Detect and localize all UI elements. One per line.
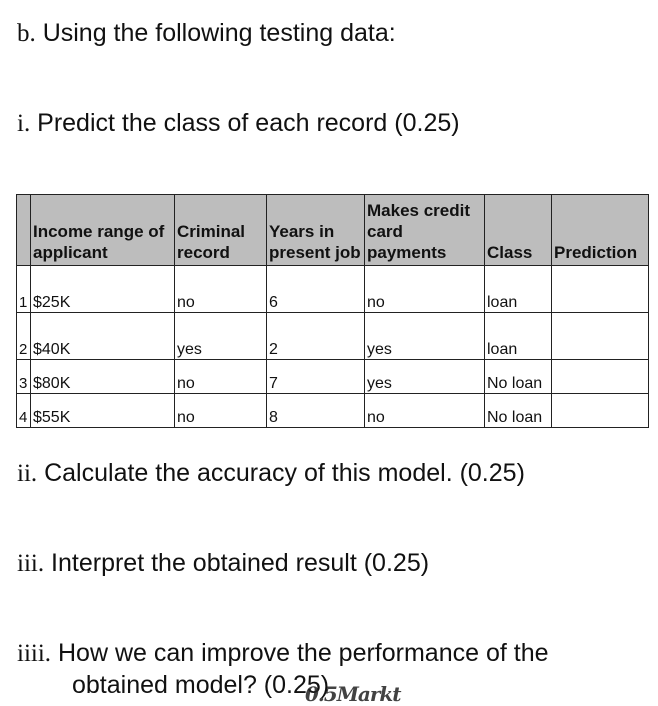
question-iiii-marker: iiii. — [17, 640, 52, 667]
handwritten-mark: 0.5Markt — [305, 682, 401, 706]
question-b-marker: b. — [17, 20, 36, 47]
cell-years: 8 — [267, 394, 365, 428]
cell-class: loan — [485, 266, 552, 313]
cell-payments: no — [365, 266, 485, 313]
testing-data-table — [16, 194, 649, 428]
row-number: 3 — [17, 360, 31, 394]
cell-class: No loan — [485, 360, 552, 394]
row-number: 2 — [17, 313, 31, 360]
table-row — [17, 266, 649, 313]
header-credit-card-payments: Makes credit card payments — [365, 195, 485, 266]
question-iii-text: Interpret the obtained result (0.25) — [44, 549, 430, 577]
question-ii-marker: ii. — [17, 460, 38, 487]
header-prediction: Prediction — [552, 195, 649, 266]
question-ii — [17, 458, 525, 489]
cell-income: $40K — [31, 313, 175, 360]
cell-criminal: no — [175, 360, 267, 394]
question-ii-text: Calculate the accuracy of this model. (0.25) — [37, 459, 525, 487]
cell-payments: yes — [365, 360, 485, 394]
question-b — [17, 18, 396, 49]
question-i — [17, 108, 460, 139]
header-row-number — [17, 195, 31, 266]
cell-prediction — [552, 266, 649, 313]
cell-criminal: no — [175, 266, 267, 313]
table-header-row — [17, 195, 649, 266]
cell-prediction — [552, 360, 649, 394]
cell-years: 2 — [267, 313, 365, 360]
question-iii-marker: iii. — [17, 550, 45, 577]
header-years-in-job: Years in present job — [267, 195, 365, 266]
question-b-text: Using the following testing data: — [35, 19, 396, 47]
question-iiii-text: How we can improve the performance of the — [51, 639, 549, 667]
cell-income: $25K — [31, 266, 175, 313]
question-iiii — [17, 638, 549, 669]
table-row — [17, 313, 649, 360]
question-iiii-continuation: obtained model? (0.25) — [72, 671, 330, 699]
cell-prediction — [552, 313, 649, 360]
cell-payments: no — [365, 394, 485, 428]
question-i-marker: i. — [17, 110, 31, 137]
header-class: Class — [485, 195, 552, 266]
cell-years: 7 — [267, 360, 365, 394]
table-row — [17, 394, 649, 428]
question-iii — [17, 548, 429, 579]
row-number: 1 — [17, 266, 31, 313]
cell-income: $80K — [31, 360, 175, 394]
cell-class: No loan — [485, 394, 552, 428]
table-row — [17, 360, 649, 394]
header-income-range: Income range of applicant — [31, 195, 175, 266]
header-criminal-record: Criminal record — [175, 195, 267, 266]
question-i-text: Predict the class of each record (0.25) — [30, 109, 460, 137]
row-number: 4 — [17, 394, 31, 428]
cell-prediction — [552, 394, 649, 428]
cell-income: $55K — [31, 394, 175, 428]
cell-years: 6 — [267, 266, 365, 313]
cell-criminal: no — [175, 394, 267, 428]
cell-class: loan — [485, 313, 552, 360]
cell-criminal: yes — [175, 313, 267, 360]
cell-payments: yes — [365, 313, 485, 360]
